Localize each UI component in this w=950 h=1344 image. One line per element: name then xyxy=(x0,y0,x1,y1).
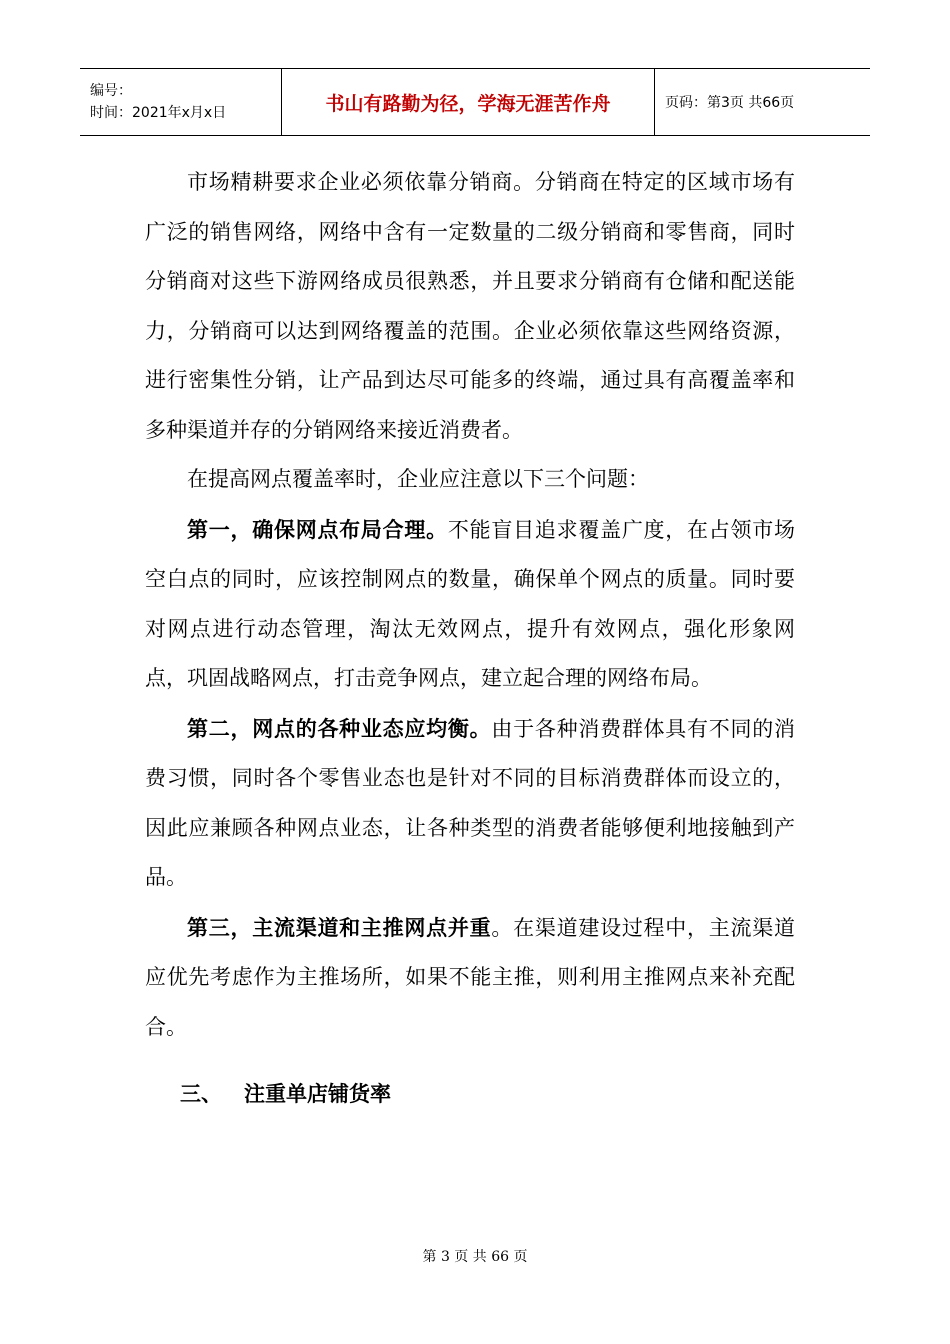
header-motto: 书山有路勤为径，学海无涯苦作舟 xyxy=(282,69,655,135)
paragraph-3-lead: 第一，确保网点布局合理。 xyxy=(187,516,448,542)
section-title: 注重单店铺货率 xyxy=(244,1082,391,1106)
header-meta-cell xyxy=(80,69,282,135)
document-body xyxy=(145,158,795,1052)
paragraph-5 xyxy=(145,903,795,1053)
time-label: 时间：2021年x月x日 xyxy=(90,105,227,121)
paragraph-4 xyxy=(145,704,795,903)
header-table xyxy=(80,68,870,136)
paragraph-4-lead: 第二，网点的各种业态应均衡。 xyxy=(187,715,492,741)
paragraph-5-lead: 第三，主流渠道和主推网点并重 xyxy=(187,914,492,940)
section-number: 三、 xyxy=(180,1082,222,1106)
serial-label: 编号： xyxy=(90,83,132,99)
paragraph-3-text: 不能盲目追求覆盖广度，在占领市场空白点的同时，应该控制网点的数量，确保单个网点的质量。同时要对网点进行动态管理，淘汰无效网点，提升有效网点，强化形象网点，巩固战略网点，打击竞争网点，建立起合理的网络布局。 xyxy=(145,517,796,690)
paragraph-1: 市场精耕要求企业必须依靠分销商。分销商在特定的区域市场有广泛的销售网络，网络中含有一定数量的二级分销商和零售商，同时分销商对这些下游网络成员很熟悉，并且要求分销商有仓储和配送能力，分销商可以达到网络覆盖的范围。企业必须依靠这些网络资源，进行密集性分销，让产品到达尽可能多的终端，通过具有高覆盖率和多种渠道并存的分销网络来接近消费者。 xyxy=(145,170,795,442)
paragraph-3 xyxy=(145,505,795,704)
page-footer: 第 3 页 共 66 页 xyxy=(422,1249,528,1265)
paragraph-4-text: 由于各种消费群体具有不同的消费习惯，同时各个零售业态也是针对不同的目标消费群体而设立的，因此应兼顾各种网点业态，让各种类型的消费者能够便利地接触到产品。 xyxy=(145,716,796,889)
header-page-info: 页码：第3页 共66页 xyxy=(665,95,795,111)
paragraph-2: 在提高网点覆盖率时，企业应注意以下三个问题： xyxy=(187,467,649,491)
paragraph-5-text: 。在渠道建设过程中，主流渠道应优先考虑作为主推场所，如果不能主推，则利用主推网点来补充配合。 xyxy=(145,915,796,1039)
section-heading xyxy=(180,1078,391,1108)
